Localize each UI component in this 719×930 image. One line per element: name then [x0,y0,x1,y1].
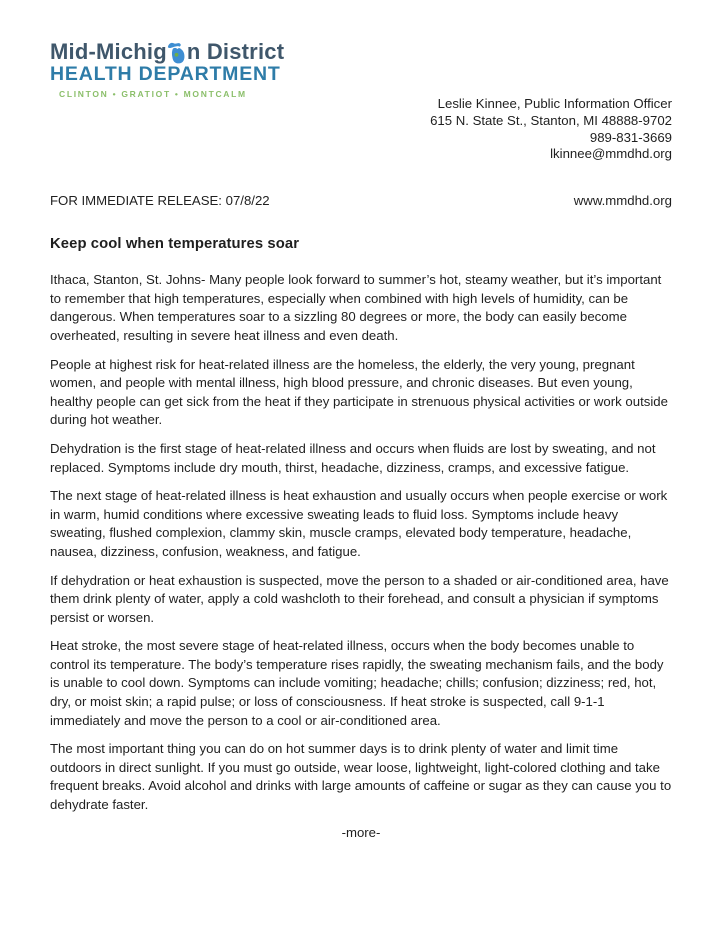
mmdhd-logo [50,38,284,99]
logo-department: HEALTH DEPARTMENT [50,63,281,85]
contact-phone: 989-831-3669 [589,129,672,145]
paragraph-heat-exhaustion: The next stage of heat-related illness is heat exhaustion and usually occurs when people exercise or work in warm, humid conditions where excessive sweating leads to fluid loss. Symptoms include heavy sweating, flushed complexion, clammy skin, muscle cramps, elevated body temperature, headache, nausea, dizziness, confusion, weakness, and fatigue. [50,488,668,559]
paragraph-first-aid: If dehydration or heat exhaustion is suspected, move the person to a shaded or air-conditioned area, have them drink plenty of water, apply a cold washcloth to their forehead, and consult a physician if symptoms persist or worsen. [50,572,669,625]
logo-name-post: n District [186,39,285,64]
contact-email: lkinnee@mmdhd.org [550,146,672,162]
paragraph-prevention: The most important thing you can do on hot summer days is to drink plenty of water and limit time outdoors in direct sunlight. If you must go outside, wear loose, lightweight, light-colored clothing and take frequent breaks. Avoid alcohol and drinks with large amounts of caffeine or sugar as they can cause you to dehydrate faster. [50,741,672,813]
headline: Keep cool when temperatures soar [50,236,300,253]
paragraph-heat-stroke: Heat stroke, the most severe stage of heat-related illness, occurs when the body becomes unable to control its temperature. The body’s temperature rises rapidly, the sweating mechanism fails, and the body is unable to cool down. Symptoms can include vomiting; headache; chills; confusion; dizziness; red, hot, dry, or moist skin; a rapid pulse; or loss of consciousness. If heat stroke is suspected, call 9-1-1 immediately and move the person to a cool or air-conditioned area. [50,638,664,728]
contact-address: 615 N. State St., Stanton, MI 48888-9702 [430,112,672,128]
logo-name-pre: Mid-Michig [50,39,167,64]
contact-block [50,96,672,163]
release-row [50,193,672,208]
release-line: FOR IMMEDIATE RELEASE: 07/8/22 [50,193,270,209]
logo-org-name [50,38,284,64]
website-text: www.mmdhd.org [573,193,672,209]
paragraph-intro: Ithaca, Stanton, St. Johns- Many people look forward to summer’s hot, steamy weather, but it’s important to remember that high temperatures, especially when combined with high levels of humidity, can be dangerous. When temperatures soar to a sizzling 80 degrees or more, the body can easily become overheated, resulting in severe heat illness and even death. [50,272,662,343]
michigan-state-icon [167,38,186,64]
body-copy [50,271,672,814]
logo-counties: CLINTON • GRATIOT • MONTCALM [59,89,247,99]
paragraph-dehydration: Dehydration is the first stage of heat-related illness and occurs when fluids are lost by sweating, and not replaced. Symptoms include dry mouth, thirst, headache, dizziness, cramps, and excessive fatigue. [50,440,656,475]
contact-officer: Leslie Kinnee, Public Information Officer [437,96,672,111]
more-marker: -more- [341,824,381,840]
letterhead [50,38,672,163]
paragraph-risk-groups: People at highest risk for heat-related illness are the homeless, the elderly, the very young, pregnant women, and people with mental illness, high blood pressure, and chronic diseases. But even young, healthy people can get sick from the heat if they participate in strenuous physical activities or work outside during hot weather. [50,356,668,428]
